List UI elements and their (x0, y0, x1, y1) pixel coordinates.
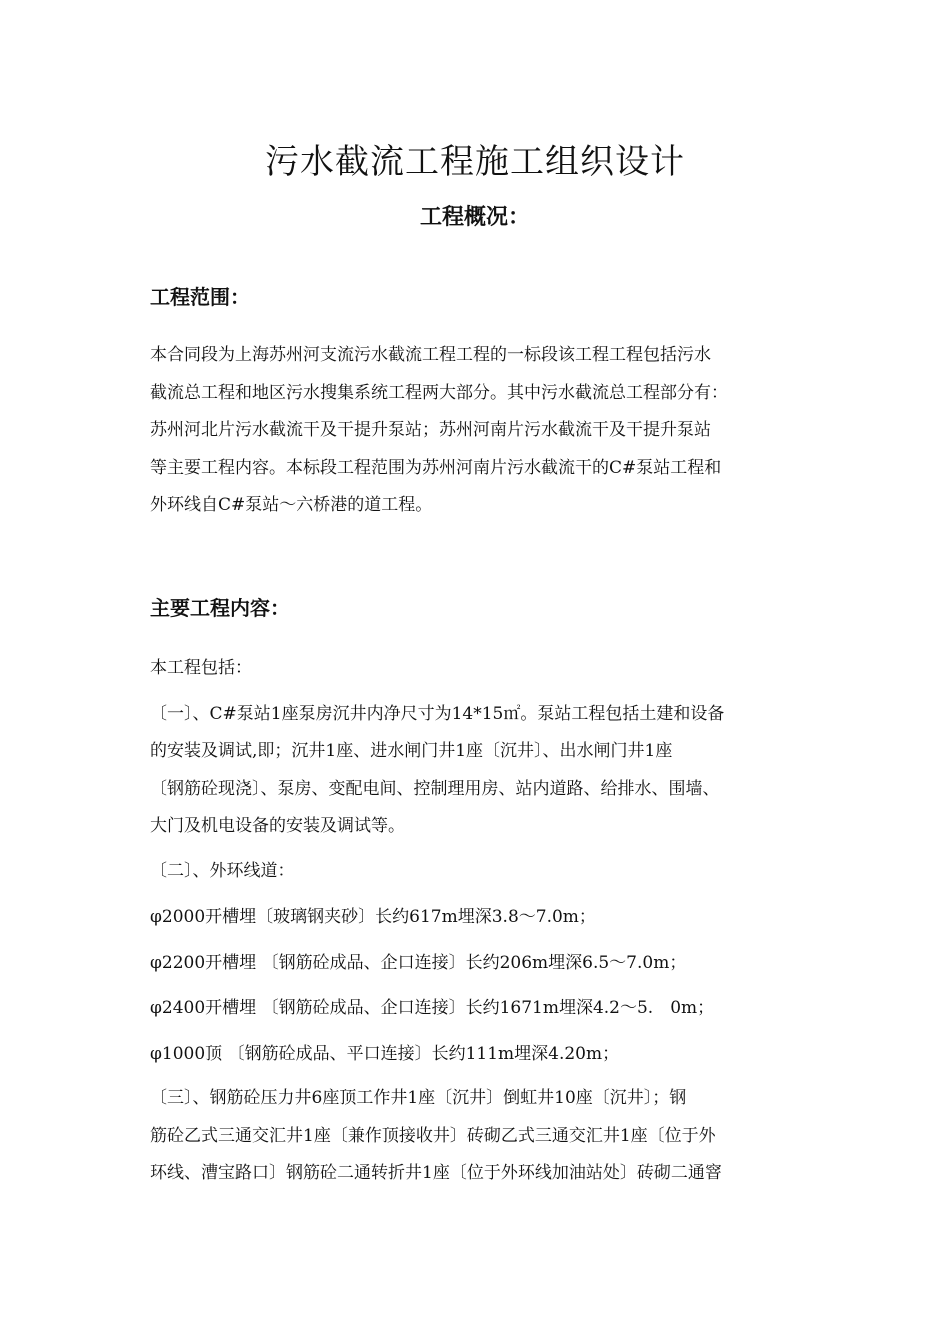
item3-line-2: 筋砼乙式三通交汇井1座〔兼作顶接收井〕砖砌乙式三通交汇井1座〔位于外 (150, 1126, 716, 1146)
section-heading-main-content: 主要工程内容： (150, 596, 290, 620)
item1-line-2: 的安装及调试,即；沉井1座、进水闸门井1座〔沉井〕、出水闸门井1座 (150, 741, 673, 761)
pipe-line-3: φ2400开槽埋 〔钢筋砼成品、企口连接〕长约1671m埋深4.2～5. 0m； (150, 998, 715, 1018)
document-subtitle: 工程概况： (419, 205, 530, 230)
scope-line-2: 截流总工程和地区污水搜集系统工程两大部分。其中污水截流总工程部分有： (150, 383, 728, 403)
document-title: 污水截流工程施工组织设计 (265, 142, 685, 182)
scope-line-1: 本合同段为上海苏州河支流污水截流工程工程的一标段该工程工程包括污水 (150, 345, 711, 365)
item3-line-1: 〔三〕、钢筋砼压力井6座顶工作井1座〔沉井〕倒虹井10座〔沉井〕；钢 (150, 1088, 687, 1108)
scope-line-5: 外环线自C#泵站～六桥港的道工程。 (150, 495, 433, 515)
item1-line-4: 大门及机电设备的安装及调试等。 (150, 816, 405, 836)
intro-line: 本工程包括： (150, 658, 252, 678)
item2-label: 〔二〕、外环线道： (150, 861, 295, 881)
scope-line-3: 苏州河北片污水截流干及干提升泵站；苏州河南片污水截流干及干提升泵站 (150, 420, 711, 440)
pipe-line-4: φ1000顶 〔钢筋砼成品、平口连接〕长约111m埋深4.20m； (150, 1044, 620, 1064)
scope-line-4: 等主要工程内容。本标段工程范围为苏州河南片污水截流干的C#泵站工程和 (150, 458, 722, 478)
item1-line-3: 〔钢筋砼现浇〕、泵房、变配电间、控制理用房、站内道路、给排水、围墙、 (150, 779, 720, 799)
pipe-line-1: φ2000开槽埋〔玻璃钢夹砂〕长约617m埋深3.8～7.0m； (150, 907, 596, 927)
item3-line-3: 环线、漕宝路口〕钢筋砼二通转折井1座〔位于外环线加油站处〕砖砌二通窨 (150, 1163, 722, 1183)
pipe-line-2: φ2200开槽埋 〔钢筋砼成品、企口连接〕长约206m埋深6.5～7.0m； (150, 953, 687, 973)
item1-line-1: 〔一〕、C#泵站1座泵房沉井内净尺寸为14*15㎡。泵站工程包括土建和设备 (150, 704, 725, 724)
section-heading-scope: 工程范围： (150, 285, 250, 309)
